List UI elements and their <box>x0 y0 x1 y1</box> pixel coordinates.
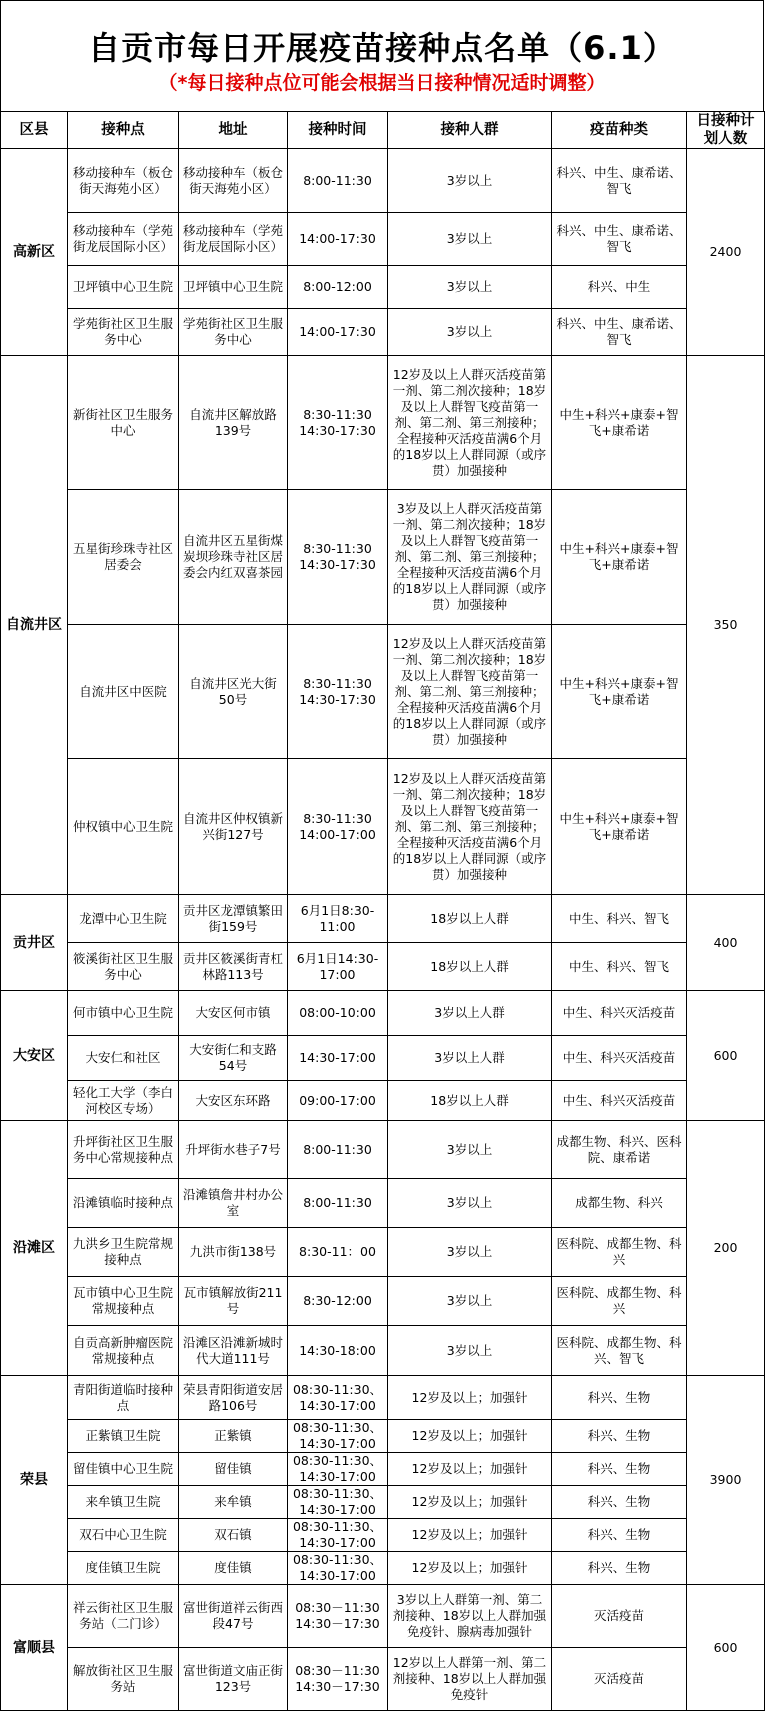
vaccine-cell: 科兴、生物 <box>552 1376 687 1420</box>
vaccine-cell: 科兴、中生、康希诺、智飞 <box>552 213 687 266</box>
crowd-cell: 3岁以上 <box>388 309 552 356</box>
address-cell: 卫坪镇中心卫生院 <box>179 266 288 309</box>
table-row <box>1 149 765 213</box>
address-cell: 大安区东环路 <box>179 1081 288 1121</box>
table-row <box>1 309 765 356</box>
vaccine-cell: 科兴、生物 <box>552 1420 687 1453</box>
crowd-cell: 12岁及以上人群灭活疫苗第一剂、第二剂次接种；18岁及以上人群智飞疫苗第一剂、第二剂、第三剂接种；全程接种灭活疫苗满6个月的18岁以上人群同源（或序贯）加强接种 <box>388 625 552 759</box>
address-cell: 移动接种车（板仓街天海苑小区） <box>179 149 288 213</box>
table-body <box>1 149 765 1711</box>
time-cell: 14:30-17:00 <box>288 1036 388 1081</box>
header-crowd: 接种人群 <box>388 112 552 149</box>
time-cell: 8:30-11:30 14:30-17:30 <box>288 625 388 759</box>
district-cell: 富顺县 <box>1 1585 68 1711</box>
address-cell: 沿滩镇詹井村办公室 <box>179 1179 288 1228</box>
crowd-cell: 12岁及以上；加强针 <box>388 1376 552 1420</box>
district-cell: 贡井区 <box>1 895 68 991</box>
crowd-cell: 12岁及以上；加强针 <box>388 1486 552 1519</box>
address-cell: 双石镇 <box>179 1519 288 1552</box>
address-cell: 来牟镇 <box>179 1486 288 1519</box>
table-row <box>1 1376 765 1420</box>
crowd-cell: 3岁以上 <box>388 266 552 309</box>
address-cell: 九洪市街138号 <box>179 1228 288 1277</box>
vaccine-cell: 中生、科兴、智飞 <box>552 895 687 943</box>
time-cell: 6月1日8:30-11:00 <box>288 895 388 943</box>
time-cell: 09:00-17:00 <box>288 1081 388 1121</box>
header-site: 接种点 <box>68 112 179 149</box>
site-cell: 正紫镇卫生院 <box>68 1420 179 1453</box>
vaccine-cell: 中生+科兴+康泰+智飞+康希诺 <box>552 490 687 625</box>
site-cell: 升坪街社区卫生服务中心常规接种点 <box>68 1121 179 1179</box>
address-cell: 学苑街社区卫生服务中心 <box>179 309 288 356</box>
crowd-cell: 3岁以上 <box>388 1179 552 1228</box>
table-row <box>1 266 765 309</box>
header-vaccine: 疫苗种类 <box>552 112 687 149</box>
site-cell: 何市镇中心卫生院 <box>68 991 179 1036</box>
table-row <box>1 991 765 1036</box>
crowd-cell: 12岁以上人群第一剂、第二剂接种、18岁以上人群加强免疫针 <box>388 1648 552 1711</box>
title-box <box>0 0 764 112</box>
site-cell: 来牟镇卫生院 <box>68 1486 179 1519</box>
address-cell: 自流井区解放路139号 <box>179 356 288 490</box>
address-cell: 富世街道祥云街西段47号 <box>179 1585 288 1648</box>
vaccine-cell: 中生、科兴、智飞 <box>552 943 687 991</box>
time-cell: 8:30-12:00 <box>288 1277 388 1326</box>
vaccine-cell: 中生+科兴+康泰+智飞+康希诺 <box>552 759 687 895</box>
site-cell: 祥云街社区卫生服务站（二门诊） <box>68 1585 179 1648</box>
time-cell: 08:30-11:30、14:30-17:00 <box>288 1420 388 1453</box>
header-district: 区县 <box>1 112 68 149</box>
address-cell: 移动接种车（学苑街龙辰国际小区） <box>179 213 288 266</box>
district-cell: 自流井区 <box>1 356 68 895</box>
time-cell: 08:30-11:30、14:30-17:00 <box>288 1376 388 1420</box>
vaccine-cell: 医科院、成都生物、科兴 <box>552 1228 687 1277</box>
table-row <box>1 1121 765 1179</box>
crowd-cell: 3岁及以上人群灭活疫苗第一剂、第二剂次接种；18岁及以上人群智飞疫苗第一剂、第二剂、第三剂接种；全程接种灭活疫苗满6个月的18岁以上人群同源（或序贯）加强接种 <box>388 490 552 625</box>
crowd-cell: 3岁以上 <box>388 1277 552 1326</box>
table-row <box>1 1179 765 1228</box>
plan-cell: 600 <box>687 991 765 1121</box>
vaccine-cell: 中生、科兴灭活疫苗 <box>552 991 687 1036</box>
table-row <box>1 356 765 490</box>
district-cell: 大安区 <box>1 991 68 1121</box>
site-cell: 移动接种车（学苑街龙辰国际小区） <box>68 213 179 266</box>
time-cell: 8:30-11:30 14:30-17:30 <box>288 356 388 490</box>
address-cell: 贡井区筱溪街青杠林路113号 <box>179 943 288 991</box>
vaccine-cell: 成都生物、科兴 <box>552 1179 687 1228</box>
time-cell: 08:30-11:30、14:30-17:00 <box>288 1486 388 1519</box>
site-cell: 九洪乡卫生院常规接种点 <box>68 1228 179 1277</box>
table-row <box>1 1453 765 1486</box>
address-cell: 贡井区龙潭镇繁田街159号 <box>179 895 288 943</box>
time-cell: 8:30-11：00 <box>288 1228 388 1277</box>
site-cell: 沿滩镇临时接种点 <box>68 1179 179 1228</box>
plan-cell: 350 <box>687 356 765 895</box>
page-subtitle: （*每日接种点位可能会根据当日接种情况适时调整） <box>158 72 606 94</box>
vaccine-cell: 灭活疫苗 <box>552 1648 687 1711</box>
vaccine-cell: 中生、科兴灭活疫苗 <box>552 1036 687 1081</box>
vaccine-cell: 科兴、中生、康希诺、智飞 <box>552 149 687 213</box>
vaccine-cell: 中生+科兴+康泰+智飞+康希诺 <box>552 625 687 759</box>
site-cell: 新街社区卫生服务中心 <box>68 356 179 490</box>
crowd-cell: 12岁及以上人群灭活疫苗第一剂、第二剂次接种；18岁及以上人群智飞疫苗第一剂、第二剂、第三剂接种；全程接种灭活疫苗满6个月的18岁以上人群同源（或序贯）加强接种 <box>388 356 552 490</box>
crowd-cell: 18岁以上人群 <box>388 895 552 943</box>
plan-cell: 200 <box>687 1121 765 1376</box>
table-row <box>1 1036 765 1081</box>
site-cell: 解放街社区卫生服务站 <box>68 1648 179 1711</box>
plan-cell: 400 <box>687 895 765 991</box>
crowd-cell: 3岁以上 <box>388 149 552 213</box>
site-cell: 瓦市镇中心卫生院常规接种点 <box>68 1277 179 1326</box>
site-cell: 学苑街社区卫生服务中心 <box>68 309 179 356</box>
district-cell: 沿滩区 <box>1 1121 68 1376</box>
time-cell: 8:00-12:00 <box>288 266 388 309</box>
table-row <box>1 943 765 991</box>
vaccine-cell: 科兴、生物 <box>552 1453 687 1486</box>
time-cell: 08:30－11:30 14:30－17:30 <box>288 1648 388 1711</box>
table-row <box>1 1519 765 1552</box>
table-row <box>1 213 765 266</box>
table-row <box>1 1228 765 1277</box>
table-row <box>1 1326 765 1376</box>
time-cell: 14:30-18:00 <box>288 1326 388 1376</box>
address-cell: 留佳镇 <box>179 1453 288 1486</box>
time-cell: 14:00-17:30 <box>288 213 388 266</box>
crowd-cell: 18岁以上人群 <box>388 943 552 991</box>
vaccine-cell: 医科院、成都生物、科兴 <box>552 1277 687 1326</box>
site-cell: 仲权镇中心卫生院 <box>68 759 179 895</box>
crowd-cell: 3岁以上人群 <box>388 991 552 1036</box>
time-cell: 08:00-10:00 <box>288 991 388 1036</box>
crowd-cell: 3岁以上 <box>388 1228 552 1277</box>
vaccine-cell: 灭活疫苗 <box>552 1585 687 1648</box>
address-cell: 瓦市镇解放街211号 <box>179 1277 288 1326</box>
site-cell: 自贡高新肿瘤医院常规接种点 <box>68 1326 179 1376</box>
site-cell: 度佳镇卫生院 <box>68 1552 179 1585</box>
crowd-cell: 18岁以上人群 <box>388 1081 552 1121</box>
address-cell: 荣县青阳街道安居路106号 <box>179 1376 288 1420</box>
site-cell: 卫坪镇中心卫生院 <box>68 266 179 309</box>
crowd-cell: 3岁以上人群 <box>388 1036 552 1081</box>
page-title: 自贡市每日开展疫苗接种点名单（6.1） <box>88 29 676 67</box>
address-cell: 自流井区五星街煤炭坝珍珠寺社区居委会内红双喜茶园 <box>179 490 288 625</box>
plan-cell: 600 <box>687 1585 765 1711</box>
time-cell: 8:30-11:30 14:30-17:30 <box>288 490 388 625</box>
site-cell: 移动接种车（板仓街天海苑小区） <box>68 149 179 213</box>
address-cell: 富世街道文庙正街123号 <box>179 1648 288 1711</box>
table-row <box>1 1585 765 1648</box>
table-row <box>1 895 765 943</box>
site-cell: 五星街珍珠寺社区居委会 <box>68 490 179 625</box>
crowd-cell: 3岁以上 <box>388 1326 552 1376</box>
district-cell: 荣县 <box>1 1376 68 1585</box>
vaccine-cell: 成都生物、科兴、医科院、康希诺 <box>552 1121 687 1179</box>
vaccine-cell: 科兴、中生 <box>552 266 687 309</box>
time-cell: 8:00-11:30 <box>288 1121 388 1179</box>
crowd-cell: 12岁及以上；加强针 <box>388 1420 552 1453</box>
time-cell: 6月1日14:30-17:00 <box>288 943 388 991</box>
table-row <box>1 1081 765 1121</box>
site-cell: 自流井区中医院 <box>68 625 179 759</box>
vaccine-cell: 中生、科兴灭活疫苗 <box>552 1081 687 1121</box>
time-cell: 8:00-11:30 <box>288 1179 388 1228</box>
site-cell: 大安仁和社区 <box>68 1036 179 1081</box>
plan-cell: 2400 <box>687 149 765 356</box>
time-cell: 14:00-17:30 <box>288 309 388 356</box>
table-row <box>1 1420 765 1453</box>
time-cell: 08:30-11:30、14:30-17:00 <box>288 1453 388 1486</box>
address-cell: 自流井区仲权镇新兴街127号 <box>179 759 288 895</box>
table-row <box>1 1552 765 1585</box>
crowd-cell: 12岁及以上；加强针 <box>388 1519 552 1552</box>
vaccine-cell: 科兴、生物 <box>552 1486 687 1519</box>
plan-cell: 3900 <box>687 1376 765 1585</box>
address-cell: 自流井区光大街50号 <box>179 625 288 759</box>
table-row <box>1 1648 765 1711</box>
crowd-cell: 3岁以上 <box>388 213 552 266</box>
time-cell: 8:00-11:30 <box>288 149 388 213</box>
site-cell: 留佳镇中心卫生院 <box>68 1453 179 1486</box>
table-row <box>1 1486 765 1519</box>
vaccine-cell: 医科院、成都生物、科兴、智飞 <box>552 1326 687 1376</box>
header-time: 接种时间 <box>288 112 388 149</box>
site-cell: 龙潭中心卫生院 <box>68 895 179 943</box>
district-cell: 高新区 <box>1 149 68 356</box>
time-cell: 08:30-11:30、14:30-17:00 <box>288 1519 388 1552</box>
crowd-cell: 3岁以上 <box>388 1121 552 1179</box>
crowd-cell: 3岁以上人群第一剂、第二剂接种、18岁以上人群加强免疫针、腺病毒加强针 <box>388 1585 552 1648</box>
site-cell: 双石中心卫生院 <box>68 1519 179 1552</box>
site-cell: 青阳街道临时接种点 <box>68 1376 179 1420</box>
time-cell: 08:30-11:30、14:30-17:00 <box>288 1552 388 1585</box>
address-cell: 大安区何市镇 <box>179 991 288 1036</box>
header-address: 地址 <box>179 112 288 149</box>
address-cell: 度佳镇 <box>179 1552 288 1585</box>
table-row <box>1 490 765 625</box>
header-plan: 日接种计划人数 <box>687 112 765 149</box>
vaccine-cell: 科兴、生物 <box>552 1519 687 1552</box>
time-cell: 08:30－11:30 14:30－17:30 <box>288 1585 388 1648</box>
table-row <box>1 625 765 759</box>
table-row <box>1 1277 765 1326</box>
address-cell: 沿滩区沿滩新城时代大道111号 <box>179 1326 288 1376</box>
crowd-cell: 12岁及以上；加强针 <box>388 1453 552 1486</box>
address-cell: 大安街仁和支路54号 <box>179 1036 288 1081</box>
header-row <box>1 112 765 149</box>
vaccine-cell: 科兴、生物 <box>552 1552 687 1585</box>
table-row <box>1 759 765 895</box>
time-cell: 8:30-11:30 14:00-17:00 <box>288 759 388 895</box>
site-cell: 筱溪街社区卫生服务中心 <box>68 943 179 991</box>
vaccine-cell: 中生+科兴+康泰+智飞+康希诺 <box>552 356 687 490</box>
site-cell: 轻化工大学（李白河校区专场） <box>68 1081 179 1121</box>
vaccination-table <box>0 111 765 1711</box>
address-cell: 升坪街水巷子7号 <box>179 1121 288 1179</box>
crowd-cell: 12岁及以上；加强针 <box>388 1552 552 1585</box>
crowd-cell: 12岁及以上人群灭活疫苗第一剂、第二剂次接种；18岁及以上人群智飞疫苗第一剂、第二剂、第三剂接种；全程接种灭活疫苗满6个月的18岁以上人群同源（或序贯）加强接种 <box>388 759 552 895</box>
address-cell: 正紫镇 <box>179 1420 288 1453</box>
vaccine-cell: 科兴、中生、康希诺、智飞 <box>552 309 687 356</box>
